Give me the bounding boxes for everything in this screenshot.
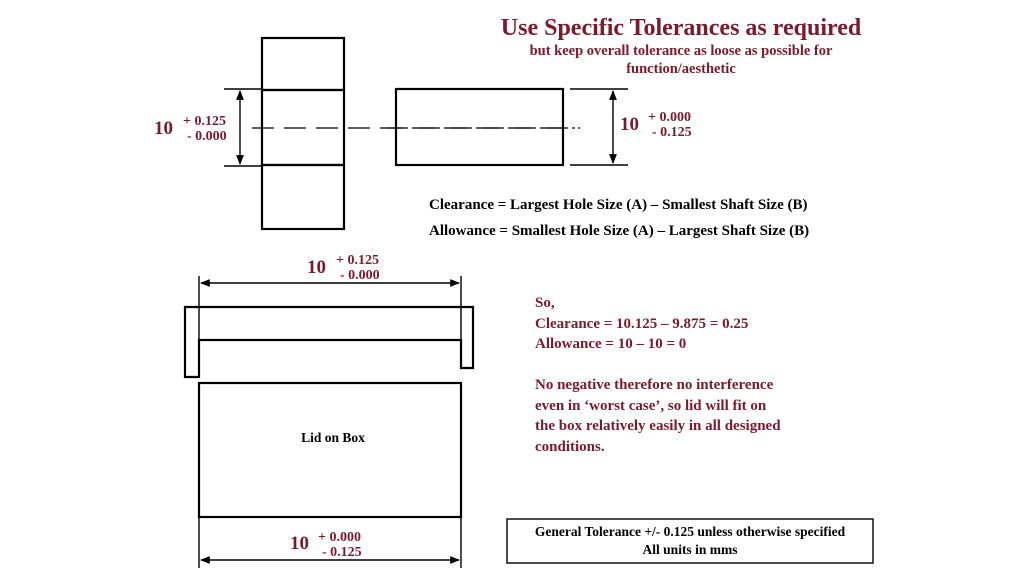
lid-dim-lower: - 0.000 [340,268,380,283]
shaft-dim-nominal: 10 [620,114,639,135]
shaft-dimension [570,89,692,165]
general-tolerance-note [507,519,873,563]
lid-dim-nominal: 10 [307,257,326,278]
calculation-block [535,295,781,455]
note-line-1: General Tolerance +/- 0.125 unless otherwise specified [534,524,846,539]
lid-dimension [199,253,461,340]
clearance-definition: Clearance = Largest Hole Size (A) – Smallest Shaft Size (B) [429,197,808,213]
lid-part [185,307,473,377]
calc-allowance: Allowance = 10 – 10 = 0 [535,336,687,352]
shaft-dim-upper: + 0.000 [648,110,691,125]
calc-line-2: even in ‘worst case’, so lid will fit on [535,398,767,414]
hole-dim-nominal: 10 [154,118,173,139]
calc-line-1: No negative therefore no interference [535,377,774,393]
hole-hatch-bottom [262,165,344,229]
box-label: Lid on Box [301,430,365,445]
subtitle-line-1: but keep overall tolerance as loose as possible for [529,43,833,59]
box-dim-upper: + 0.000 [318,530,361,545]
box-dim-nominal: 10 [290,533,309,554]
box-part [199,383,461,517]
note-line-2: All units in mms [642,542,738,557]
page-title: Use Specific Tolerances as required [500,15,862,41]
allowance-definition: Allowance = Smallest Hole Size (A) – Largest Shaft Size (B) [429,223,810,239]
calc-clearance: Clearance = 10.125 – 9.875 = 0.25 [535,316,749,332]
shaft-dim-lower: - 0.125 [652,125,692,140]
hole-dim-lower: - 0.000 [187,129,227,144]
calc-line-3: the box relatively easily in all designed [535,418,781,434]
subtitle-line-2: function/aesthetic [626,61,736,77]
box-dimension [199,517,461,568]
calc-line-4: conditions. [535,439,605,455]
shaft-part [396,89,563,165]
hole-dim-upper: + 0.125 [183,114,226,129]
hole-part [262,38,344,229]
hole-dimension [154,89,262,166]
box-dim-lower: - 0.125 [322,545,362,560]
hole-hatch-top [262,38,344,90]
lid-dim-upper: + 0.125 [336,253,379,268]
calc-so: So, [535,295,555,311]
